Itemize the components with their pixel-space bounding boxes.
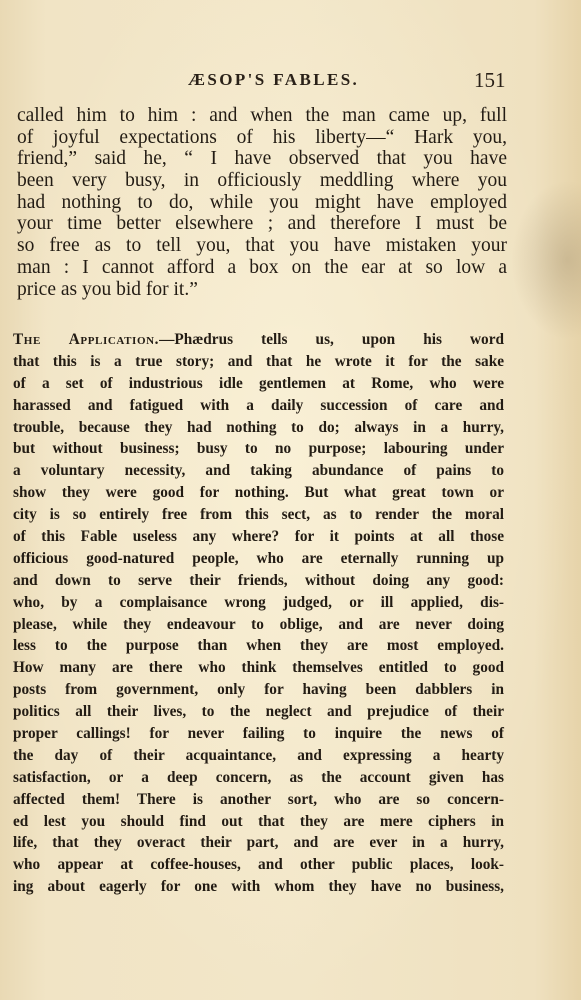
- running-head: [0, 68, 581, 98]
- application-line: but without business; busy to no purpose; labouring under: [13, 440, 504, 458]
- application-line: —Phædrus tells us, upon his word: [159, 331, 504, 348]
- application-line: less to the purpose than when they are most employed.: [13, 637, 504, 655]
- application-line: the day of their acquaintance, and expressing a hearty: [13, 746, 504, 764]
- application-line: How many are there who think themselves entitled to good: [13, 659, 504, 677]
- application-line: who, by a complaisance wrong judged, or ill applied, dis-: [13, 593, 504, 611]
- application-line: politics all their lives, to the neglect and prejudice of their: [13, 703, 504, 721]
- application-line: harassed and fatigued with a daily succession of care and: [13, 396, 504, 414]
- fable-paragraph: [17, 105, 507, 300]
- application-line: please, while they endeavour to oblige, and are never doing: [13, 615, 504, 633]
- fable-line: of joyful expectations of his liberty—“ Hark you,: [17, 126, 507, 148]
- fable-line: called him to him : and when the man came up, full: [17, 105, 507, 126]
- application-line: that this is a true story; and that he wrote it for the sake: [13, 352, 504, 370]
- application-first-line: [13, 329, 504, 351]
- application-line: city is so entirely free from this sect, as to render the moral: [13, 506, 504, 524]
- application-paragraph: [13, 329, 504, 898]
- page-number: 151: [474, 68, 506, 92]
- fable-line: been very busy, in officiously meddling where you: [17, 170, 507, 192]
- application-line: and down to serve their friends, without doing any good:: [13, 571, 504, 589]
- application-line: of a set of industrious idle gentlemen at Rome, who were: [13, 374, 504, 392]
- fable-line: your time better elsewhere ; and therefore I must be: [17, 213, 507, 235]
- application-line: trouble, because they had nothing to do; always in a hurry,: [13, 418, 504, 436]
- application-line: satisfaction, or a deep concern, as the account given has: [13, 768, 504, 786]
- application-line: posts from government, only for having been dabblers in: [13, 681, 504, 699]
- application-line: life, that they overact their part, and are ever in a hurry,: [13, 834, 504, 852]
- application-heading: The Application.: [13, 331, 160, 348]
- paper-stain: [511, 180, 581, 340]
- application-line: affected them! There is another sort, who are so concern-: [13, 790, 504, 808]
- fable-line: had nothing to do, while you might have employed: [17, 191, 507, 213]
- application-line: proper callings! for never failing to inquire the news of: [13, 725, 504, 743]
- application-line: show they were good for nothing. But what great town or: [13, 484, 504, 502]
- application-line: officious good-natured people, who are eternally running up: [13, 549, 504, 567]
- application-line: who appear at coffee-houses, and other public places, look-: [13, 856, 504, 874]
- fable-line: price as you bid for it.”: [17, 278, 198, 300]
- application-line: ed lest you should find out that they are mere ciphers in: [13, 812, 504, 830]
- fable-line: man : I cannot afford a box on the ear at so low a: [17, 256, 507, 278]
- application-line: a voluntary necessity, and taking abundance of pains to: [13, 462, 504, 480]
- application-line: of this Fable useless any where? for it points at all those: [13, 528, 504, 546]
- fable-line: so free as to tell you, that you have mistaken your: [17, 235, 507, 257]
- running-title: ÆSOP'S FABLES.: [188, 70, 360, 89]
- application-line: ing about eagerly for one with whom they have no business,: [13, 878, 504, 896]
- fable-line: friend,” said he, “ I have observed that you have: [17, 148, 507, 170]
